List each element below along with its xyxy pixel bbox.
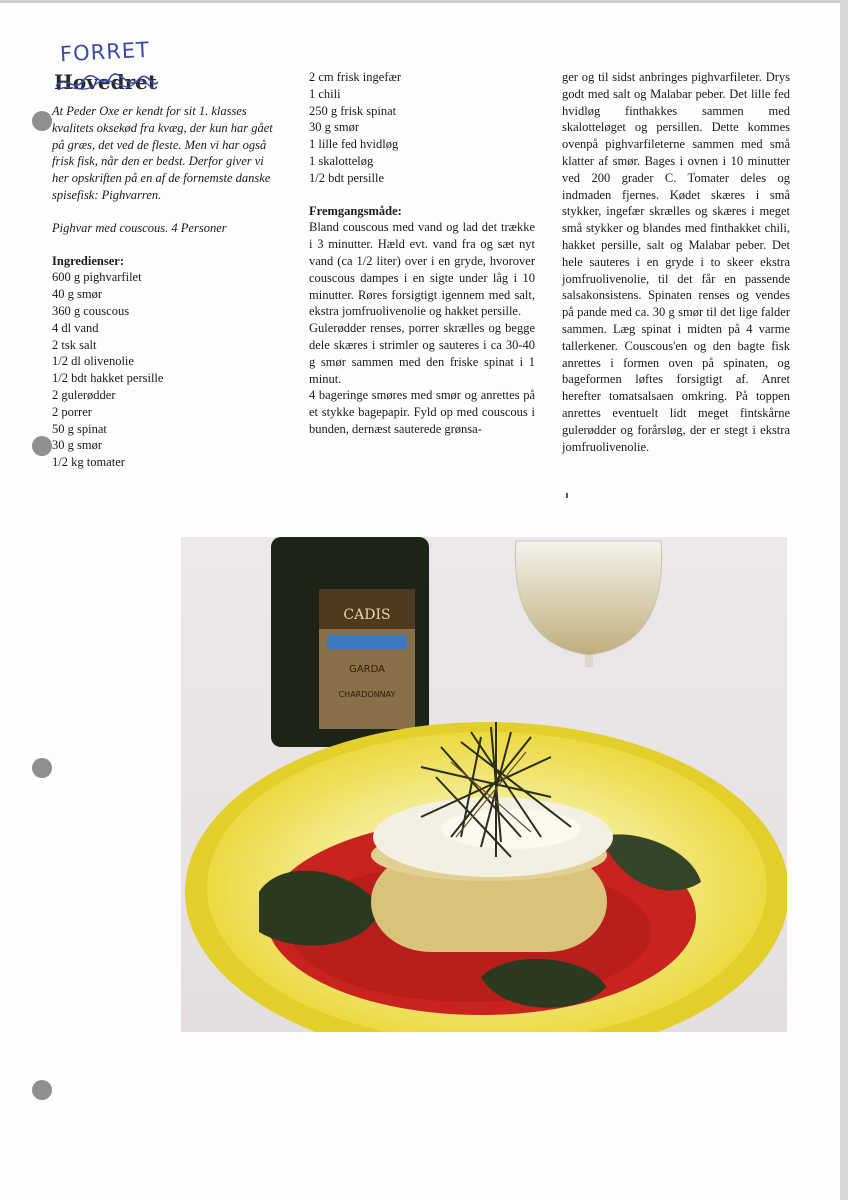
handwritten-note: FORRET: [59, 37, 151, 67]
method-paragraph: ger og til sidst anbringes pighvarfileter. Drys godt med salt og Malabar peber. Det lille fed hvidløg finthakkes sammen med skalotteløget og persillen. Dette kommes ovenpå pighvarfileterne sammen med små klatter af smør. Bages i ovnen i 10 minutter ved 200 grader C. Tomater deles og indmaden fjernes. Kødet skæres i små stykker, ingefær skrælles og skæres i meget små stykker og blandes med finthakket chili, hakket persille, salt og Malabar peber. Det hele sauteres i en gryde i to skeer ekstra jomfruolivenolie, til det får en passende salsakonsistens. Spinaten renses og vendes på pande med ca. 30 g smør til det lige falder sammen. Læg spinat i midten på 4 varme tallerkener. Couscous'en og den bagte fisk anrettes i formen oven på spinaten, og bageformen løftes forsigtigt af. Anret herefter tomatsalsaen omkring. På toppen anrettes eventuelt lidt meget fintskårne gulerødder og forårsløg, der er stegt i ekstra jomfruolivenolie.: [562, 70, 790, 454]
list-item: 1/2 bdt hakket persille: [52, 371, 164, 386]
list-item: 2 porrer: [52, 404, 92, 419]
method-heading: Fremgangsmåde:: [309, 203, 402, 218]
dish-photo: [181, 537, 787, 1032]
bottle-label-text: CHARDONNAY: [338, 690, 396, 699]
list-item: 1/2 dl olivenolie: [52, 354, 134, 369]
bottle-label-text: GARDA: [349, 664, 385, 675]
stray-mark: [566, 493, 568, 498]
method-paragraph: Bland couscous med vand og lad det trække i 3 minutter. Hæld evt. vand fra og sæt nyt vand (ca 1/2 liter) over i en gryde, hvorover couscous dampes i en sigte under låg i 10 minutter. Røres forsigtigt igennem med salt, ekstra jomfruolivenolie og hakket persille.: [309, 220, 535, 319]
ingredients-heading: Ingredienser:: [52, 253, 124, 268]
list-item: 50 g spinat: [52, 421, 107, 436]
list-item: 1 lille fed hvidløg: [309, 137, 399, 152]
method-paragraph: 4 bageringe smøres med smør og anrettes på et stykke bagepapir. Fyld op med couscous i bunden, dernæst sauterede grønsa-: [309, 388, 535, 436]
list-item: 1 chili: [309, 86, 341, 101]
page-title: Hovedret: [54, 70, 158, 94]
wine-bottle: [271, 537, 429, 747]
bottle-label-text: CADIS: [343, 607, 391, 623]
list-item: 30 g smør: [52, 438, 102, 453]
recipe-subtitle: Pighvar med couscous. 4 Personer: [52, 220, 227, 235]
list-item: 1/2 kg tomater: [52, 455, 125, 470]
list-item: 1 skalotteløg: [309, 153, 374, 168]
punch-hole: [32, 111, 52, 131]
punch-hole: [32, 436, 52, 456]
scan-right-edge: [840, 0, 848, 1200]
punch-hole: [32, 758, 52, 778]
title-scribble-icon: [52, 64, 162, 98]
column-left: [52, 103, 282, 471]
list-item: 4 dl vand: [52, 320, 99, 335]
list-item: 2 gulerødder: [52, 387, 116, 402]
ingredients-list: [52, 269, 282, 471]
list-item: 600 g pighvarfilet: [52, 270, 142, 285]
list-item: 30 g smør: [309, 120, 359, 135]
list-item: 1/2 bdt persille: [309, 170, 384, 185]
column-right: [562, 69, 790, 455]
column-middle: [309, 69, 535, 438]
method-paragraph: Gulerødder renses, porrer skrælles og begge dele skæres i strimler og sauteres i ca 30-40 g smør sammen med den friske spinat i 1 minut.: [309, 321, 535, 386]
punch-hole: [32, 1080, 52, 1100]
list-item: 360 g couscous: [52, 303, 130, 318]
scan-top-edge: [0, 0, 848, 3]
ingredients-list-continued: [309, 69, 535, 187]
list-item: 250 g frisk spinat: [309, 103, 397, 118]
list-item: 40 g smør: [52, 287, 102, 302]
list-item: 2 cm frisk ingefær: [309, 70, 401, 84]
intro-text: At Peder Oxe er kendt for sit 1. klasses kvalitets oksekød fra kvæg, der kun har gået på græs, det ved de fleste. Men vi har også frisk fisk, når den er bedst. Derfor giver vi her opskriften på en af de fornemste danske spisefisk: Pighvarren.: [52, 104, 273, 202]
list-item: 2 tsk salt: [52, 337, 97, 352]
